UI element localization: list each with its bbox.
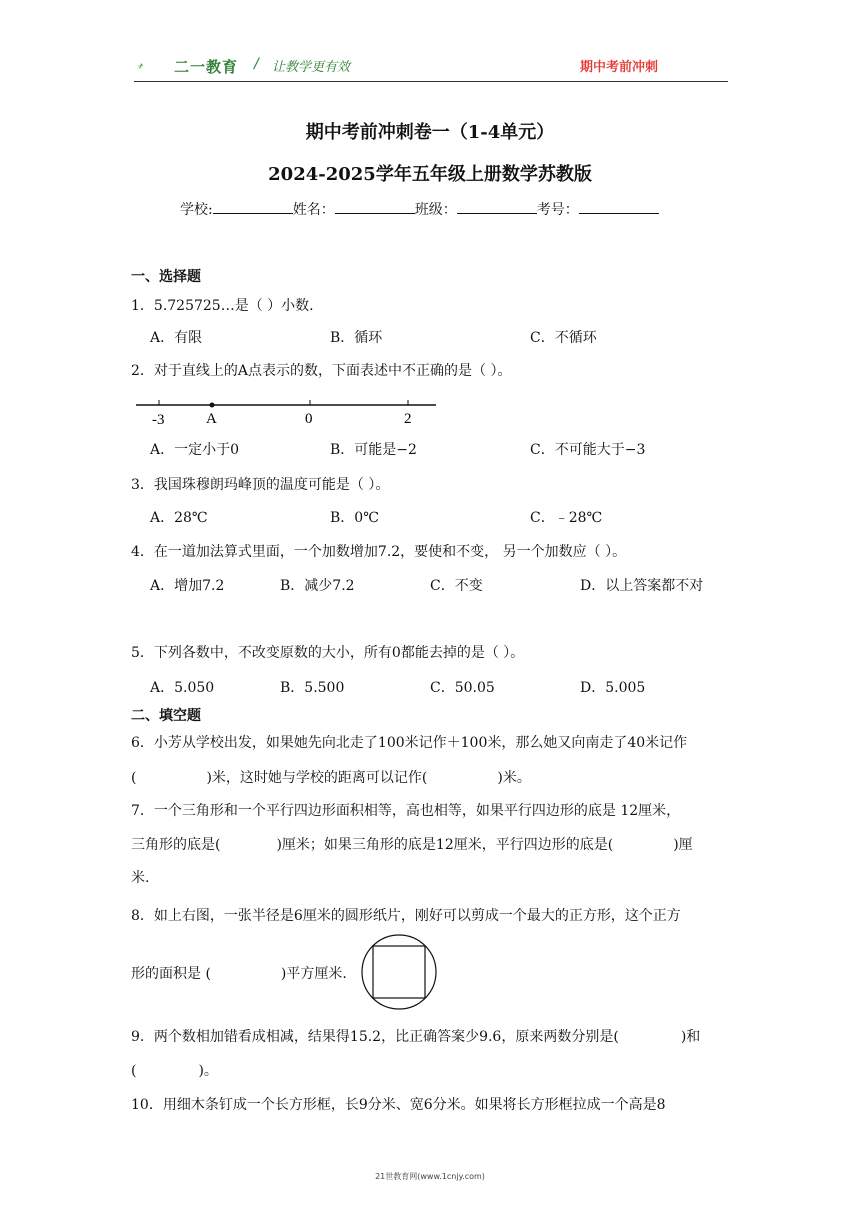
q6-line1: 6．小芳从学校出发，如果她先向北走了100米记作＋100米，那么她又向南走了40米记作 <box>131 735 688 751</box>
q7-text-start: 三角形的底是( <box>131 837 221 853</box>
header-divider <box>134 81 728 82</box>
q3-option-b: B．0℃ <box>330 510 379 526</box>
q4-option-a: A．增加7.2 <box>150 578 225 594</box>
field-class-label: 班级： <box>414 202 457 218</box>
field-name-blank[interactable] <box>335 199 415 214</box>
q9-line2 <box>131 1060 218 1080</box>
page-footer: 21世教育网(www.1cnjy.com) <box>375 1172 485 1181</box>
q4-option-b: B．减少7.2 <box>280 578 355 594</box>
q7-text-end: )厘 <box>673 837 693 853</box>
field-number-label: 考号： <box>536 202 579 218</box>
q5-option-a: A．5.050 <box>150 680 215 696</box>
q8-text-end: )平方厘米. <box>280 966 347 982</box>
label-zero: 0 <box>305 411 313 427</box>
q6-text-mid: )米，这时她与学校的距离可以记作( <box>206 770 428 786</box>
q2-option-c: C．不可能大于−3 <box>530 442 646 458</box>
q4-option-c: C．不变 <box>430 578 483 594</box>
page-title: 期中考前冲刺卷一（1-4单元） <box>305 122 555 143</box>
student-info-fields <box>180 199 659 219</box>
page-subtitle: 2024-2025学年五年级上册数学苏教版 <box>268 164 592 185</box>
q9-paren-open: ( <box>131 1063 137 1079</box>
q2-option-a: A．一定小于0 <box>150 442 240 458</box>
q2-stem: 2．对于直线上的A点表示的数，下面表述中不正确的是（ ）。 <box>131 363 512 379</box>
q9-text-end: )。 <box>198 1063 218 1079</box>
q10-line1: 10．用细木条钉成一个长方形框，长9分米、宽6分米。如果将长方形框拉成一个高是8 <box>131 1097 666 1113</box>
q8-line1: 8．如上右图，一张半径是6厘米的圆形纸片，刚好可以剪成一个最大的正方形，这个正方 <box>131 908 681 924</box>
q7-line1: 7．一个三角形和一个平行四边形面积相等，高也相等，如果平行四边形的底是 12厘米， <box>131 803 681 819</box>
label-minus3: -3 <box>152 412 165 428</box>
brand-slogan: 让教学更有效 <box>272 60 351 75</box>
section-choice-heading: 一、选择题 <box>131 269 201 285</box>
q5-option-b: B．5.500 <box>280 680 345 696</box>
number-line-figure <box>134 392 440 428</box>
logo-runner-icon <box>137 50 177 82</box>
field-name-label: 姓名： <box>292 202 335 218</box>
header-slash: / <box>254 56 259 72</box>
q3-stem: 3．我国珠穆朗玛峰顶的温度可能是（ ）。 <box>131 477 390 493</box>
brand-name: 二一教育 <box>174 58 239 76</box>
q7-text-mid: )厘米；如果三角形的底是12厘米，平行四边形的底是( <box>276 837 614 853</box>
q1-option-a: A．有限 <box>150 330 203 346</box>
header-tag: 期中考前冲刺 <box>580 60 659 75</box>
q8-text-start: 形的面积是 ( <box>131 966 211 982</box>
q9-text-and: )和 <box>680 1029 701 1045</box>
circle-square-figure <box>360 933 438 1011</box>
q2-option-b: B．可能是−2 <box>330 442 417 458</box>
section-fill-heading: 二、填空题 <box>131 708 201 724</box>
q5-stem: 5．下列各数中，不改变原数的大小，所有0都能去掉的是（ ）。 <box>131 645 525 661</box>
q1-stem: 1．5.725725…是（ ）小数. <box>131 298 314 314</box>
q8-line2 <box>131 963 347 983</box>
q7-line3: 米. <box>131 870 150 886</box>
q1-option-c: C．不循环 <box>530 330 597 346</box>
q5-option-d: D．5.005 <box>580 680 646 696</box>
field-school-blank[interactable] <box>213 199 293 214</box>
q6-line2 <box>131 767 531 787</box>
q5-option-c: C．50.05 <box>430 680 495 696</box>
q6-text-end: )米。 <box>497 770 531 786</box>
q7-line2 <box>131 834 693 854</box>
q1-option-b: B．循环 <box>330 330 383 346</box>
label-a: A <box>206 411 217 427</box>
q3-option-a: A．28℃ <box>150 510 208 526</box>
field-class-blank[interactable] <box>457 199 537 214</box>
q4-stem: 4．在一道加法算式里面，一个加数增加7.2，要使和不变， 另一个加数应（ ）。 <box>131 544 627 560</box>
q6-paren-open: ( <box>131 770 137 786</box>
point-a-dot <box>210 403 215 408</box>
q4-option-d: D．以上答案都不对 <box>580 578 704 594</box>
field-school-label: 学校: <box>180 202 213 218</box>
q9-line1 <box>131 1026 700 1046</box>
label-two: 2 <box>404 411 412 427</box>
field-number-blank[interactable] <box>579 199 659 214</box>
q3-option-c: C．﹣28℃ <box>530 510 603 526</box>
inscribed-square <box>373 946 425 998</box>
q9-text-start: 9．两个数相加错看成相减，结果得15.2，比正确答案少9.6，原来两数分别是( <box>131 1029 619 1045</box>
